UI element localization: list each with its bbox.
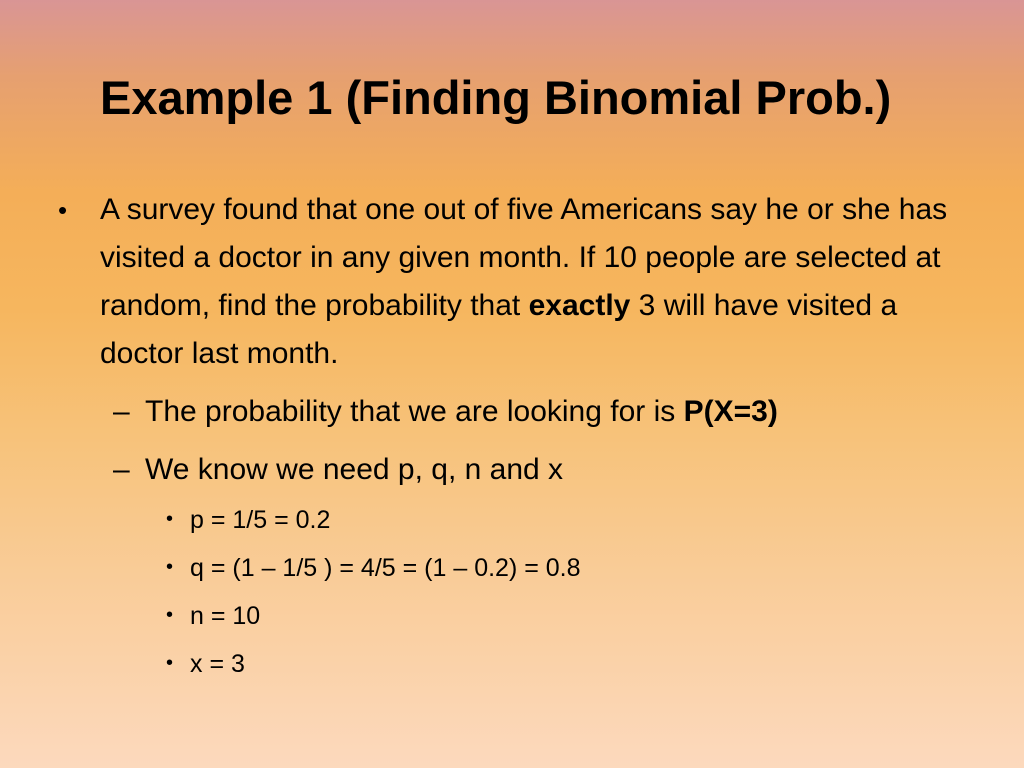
main-bullet-emphasis: exactly: [528, 289, 631, 322]
slide-title: Example 1 (Finding Binomial Prob.): [100, 71, 892, 124]
parameter-text: n = 10: [190, 602, 261, 630]
parameter-text: p = 1/5 = 0.2: [190, 506, 331, 534]
parameter-x: [166, 646, 990, 682]
sub-bullet-text: The probability that we are looking for is: [145, 395, 684, 428]
parameter-p: [166, 502, 990, 538]
bullet-icon: •: [166, 556, 174, 578]
parameter-text: q = (1 – 1/5 ) = 4/5 = (1 – 0.2) = 0.8: [190, 554, 581, 582]
bullet-icon: •: [166, 508, 174, 530]
parameter-text: x = 3: [190, 650, 245, 678]
main-bullet-text-end: 3 will have visited a doctor last month.: [100, 289, 898, 370]
slide-body: [0, 186, 1024, 694]
parameter-n: [166, 598, 990, 634]
sub-bullet-text: We know we need p, q, n and x: [145, 453, 564, 486]
sub-bullet-probability: [113, 388, 985, 436]
bullet-icon: •: [58, 195, 68, 225]
bullet-icon: •: [166, 604, 174, 626]
main-bullet: [58, 186, 980, 378]
dash-icon: –: [113, 453, 130, 486]
sub-bullet-parameters: [113, 446, 985, 494]
main-bullet-text-start: A survey found that one out of five Americans say he or she has visited a doctor in any given month. If 10 people are selected at random, find the probability that: [100, 193, 948, 322]
parameter-list: [0, 502, 1024, 682]
dash-icon: –: [113, 395, 130, 428]
bullet-icon: •: [166, 652, 174, 674]
sub-bullet-emphasis: P(X=3): [683, 395, 778, 428]
parameter-q: [166, 550, 990, 586]
